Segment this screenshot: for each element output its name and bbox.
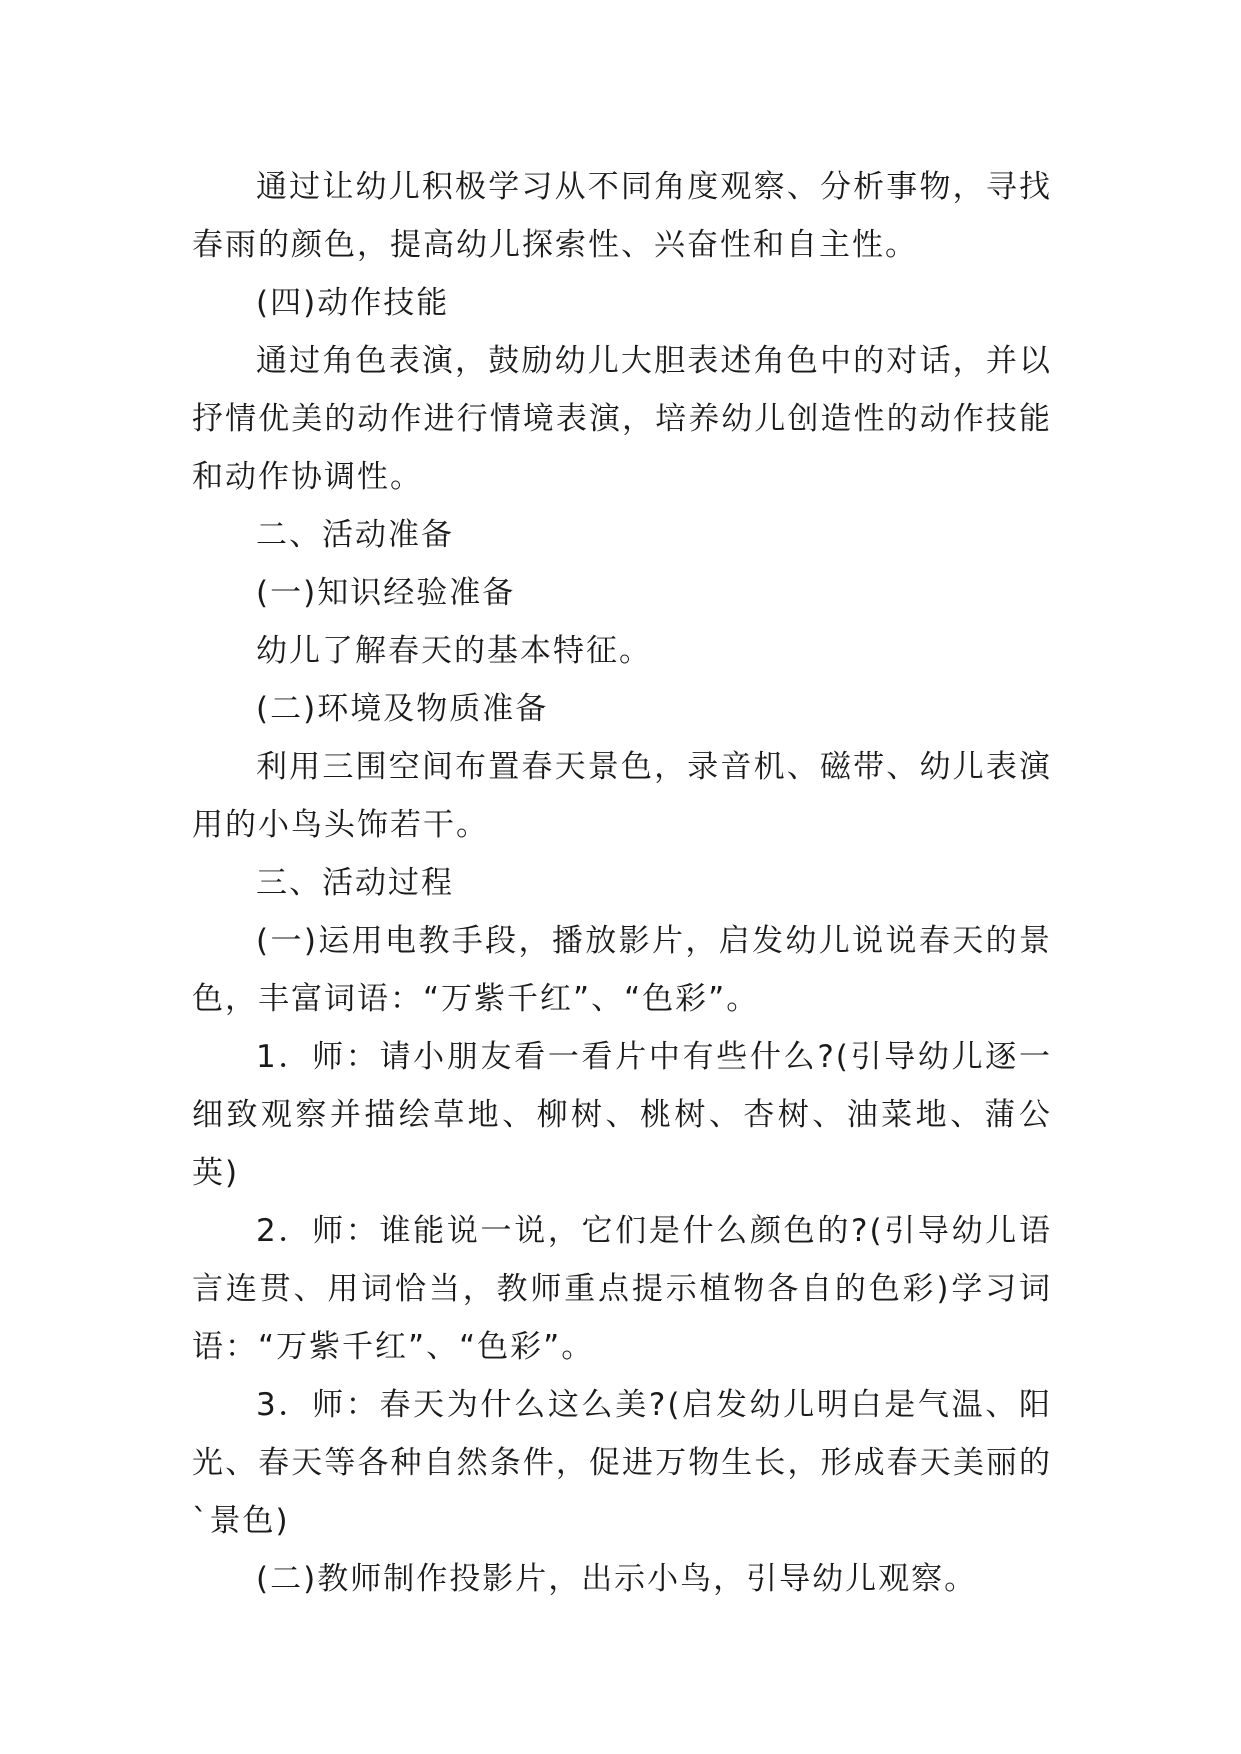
section-heading: (四)动作技能: [256, 285, 450, 321]
document-body: [192, 158, 1052, 1608]
section-heading: 二、活动准备: [256, 517, 454, 553]
paragraph: (一)运用电教手段，播放影片，启发幼儿说说春天的景色，丰富词语：“万紫千红”、“色彩”。: [192, 923, 1052, 1017]
list-item: 2．师：谁能说一说，它们是什么颜色的?(引导幼儿语言连贯、用词恰当，教师重点提示植物各自的色彩)学习词语：“万紫千红”、“色彩”。: [192, 1213, 1052, 1365]
list-item: 1．师：请小朋友看一看片中有些什么?(引导幼儿逐一细致观察并描绘草地、柳树、桃树、杏树、油菜地、蒲公英): [192, 1039, 1052, 1191]
paragraph: 幼儿了解春天的基本特征。: [256, 633, 652, 669]
paragraph: 通过让幼儿积极学习从不同角度观察、分析事物，寻找春雨的颜色，提高幼儿探索性、兴奋性和自主性。: [192, 169, 1052, 263]
paragraph: 利用三围空间布置春天景色，录音机、磁带、幼儿表演用的小鸟头饰若干。: [192, 749, 1052, 843]
section-heading: (一)知识经验准备: [256, 575, 516, 611]
section-heading: (二)环境及物质准备: [256, 691, 549, 727]
list-item: 3．师：春天为什么这么美?(启发幼儿明白是气温、阳光、春天等各种自然条件，促进万物生长，形成春天美丽的`景色): [192, 1387, 1052, 1539]
section-heading: 三、活动过程: [256, 865, 454, 901]
paragraph: (二)教师制作投影片，出示小鸟，引导幼儿观察。: [256, 1561, 978, 1597]
paragraph: 通过角色表演，鼓励幼儿大胆表述角色中的对话，并以抒情优美的动作进行情境表演，培养幼儿创造性的动作技能和动作协调性。: [192, 343, 1052, 495]
